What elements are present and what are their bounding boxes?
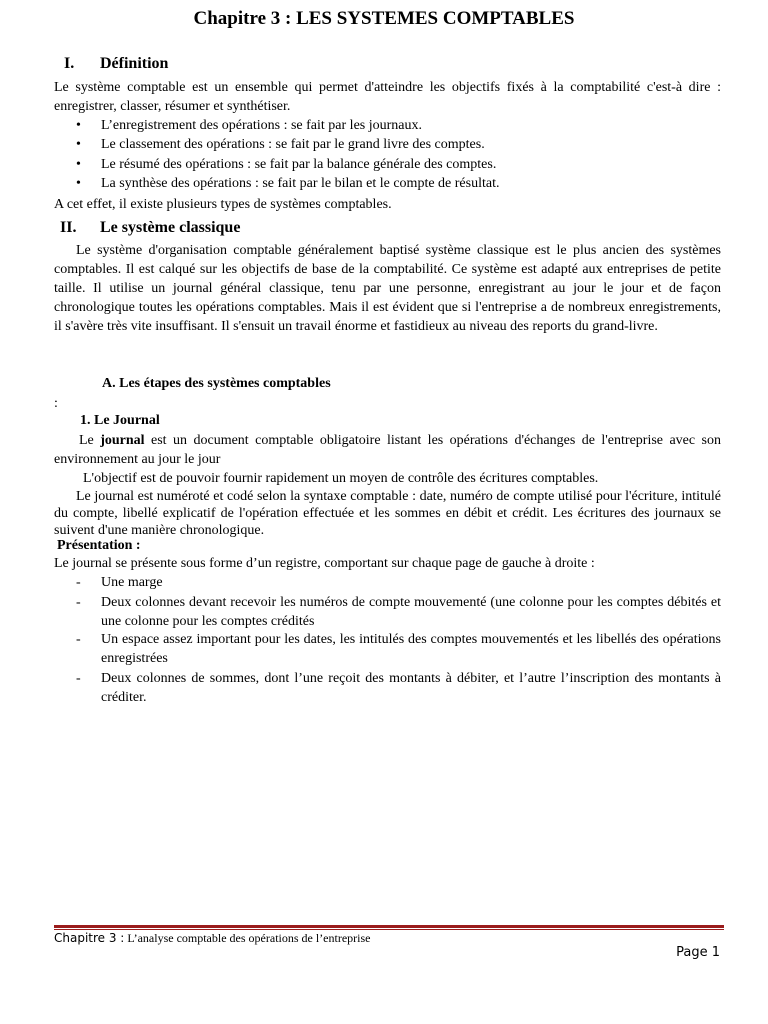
journal-objective: L'objectif est de pouvoir fournir rapidement un moyen de contrôle des écritures comptables. [83,471,599,486]
journal-syntax-paragraph: Le journal est numéroté et codé selon la syntaxe comptable : date, numéro de compte utilisé pour l'écriture, intitulé du compte, libellé explicatif de l'opération effectuée et les sommes en débit et crédit. Les écritures des journaux se suivent d'une manière chronologique. [54,489,721,538]
section-heading-definition [64,55,168,73]
page-title: Chapitre 3 : LES SYSTEMES COMPTABLES [193,8,575,29]
dash-icon: - [76,671,81,686]
dash-icon: - [76,595,81,610]
definition-closing: A cet effet, il existe plusieurs types de systèmes comptables. [54,197,392,212]
footer-rule [54,925,724,928]
bullet-icon: • [76,137,81,152]
definition-intro: Le système comptable est un ensemble qui permet d'atteindre les objectifs fixés à la comptabilité c'est-à dire : enregistrer, classer, résumer et synthétiser. [54,80,721,114]
footer-rule-thin [54,929,724,930]
dash-icon: - [76,575,81,590]
section-number: I. [64,55,75,72]
footer-chapter-label: Chapitre 3 : L’analyse comptable des opérations de l’entreprise [54,931,371,945]
bullet-icon: • [76,157,81,172]
presentation-label: Présentation : [57,538,141,553]
section-title: Le système classique [100,219,241,236]
section-heading-classique [60,219,240,237]
page-number: Page 1 [676,945,720,960]
stray-colon: : [54,396,58,411]
section-title: Définition [100,55,169,72]
bullet-icon: • [76,118,81,133]
presentation-intro: Le journal se présente sous forme d’un registre, comportant sur chaque page de gauche à droite : [54,556,595,571]
classique-paragraph: Le système d'organisation comptable généralement baptisé système classique est le plus ancien des systèmes comptables. Il est calqué sur les objectifs de base de la comptabilité. Ce système est adapté aux entreprises de petite taille. Il utilise un journal général classique, tenu par une personne, enregistrant au jour le jour et de façon chronologique toutes les opérations comptables. Mais il est évident que si l'entreprise a de nombreux enregistrements, il s'avère très vite insuffisant. Il s'ensuit un travail énorme et fastidieux au niveau des reports du grand-livre. [54,243,721,334]
dash-icon: - [76,632,81,647]
journal-heading: 1. Le Journal [80,413,160,428]
subsection-heading-etapes: A. Les étapes des systèmes comptables [102,376,331,391]
section-number: II. [60,219,77,236]
journal-definition: Le journal est un document comptable obligatoire listant les opérations d'échanges de l'entreprise avec son environnement au jour le jour [54,433,721,467]
bullet-icon: • [76,176,81,191]
